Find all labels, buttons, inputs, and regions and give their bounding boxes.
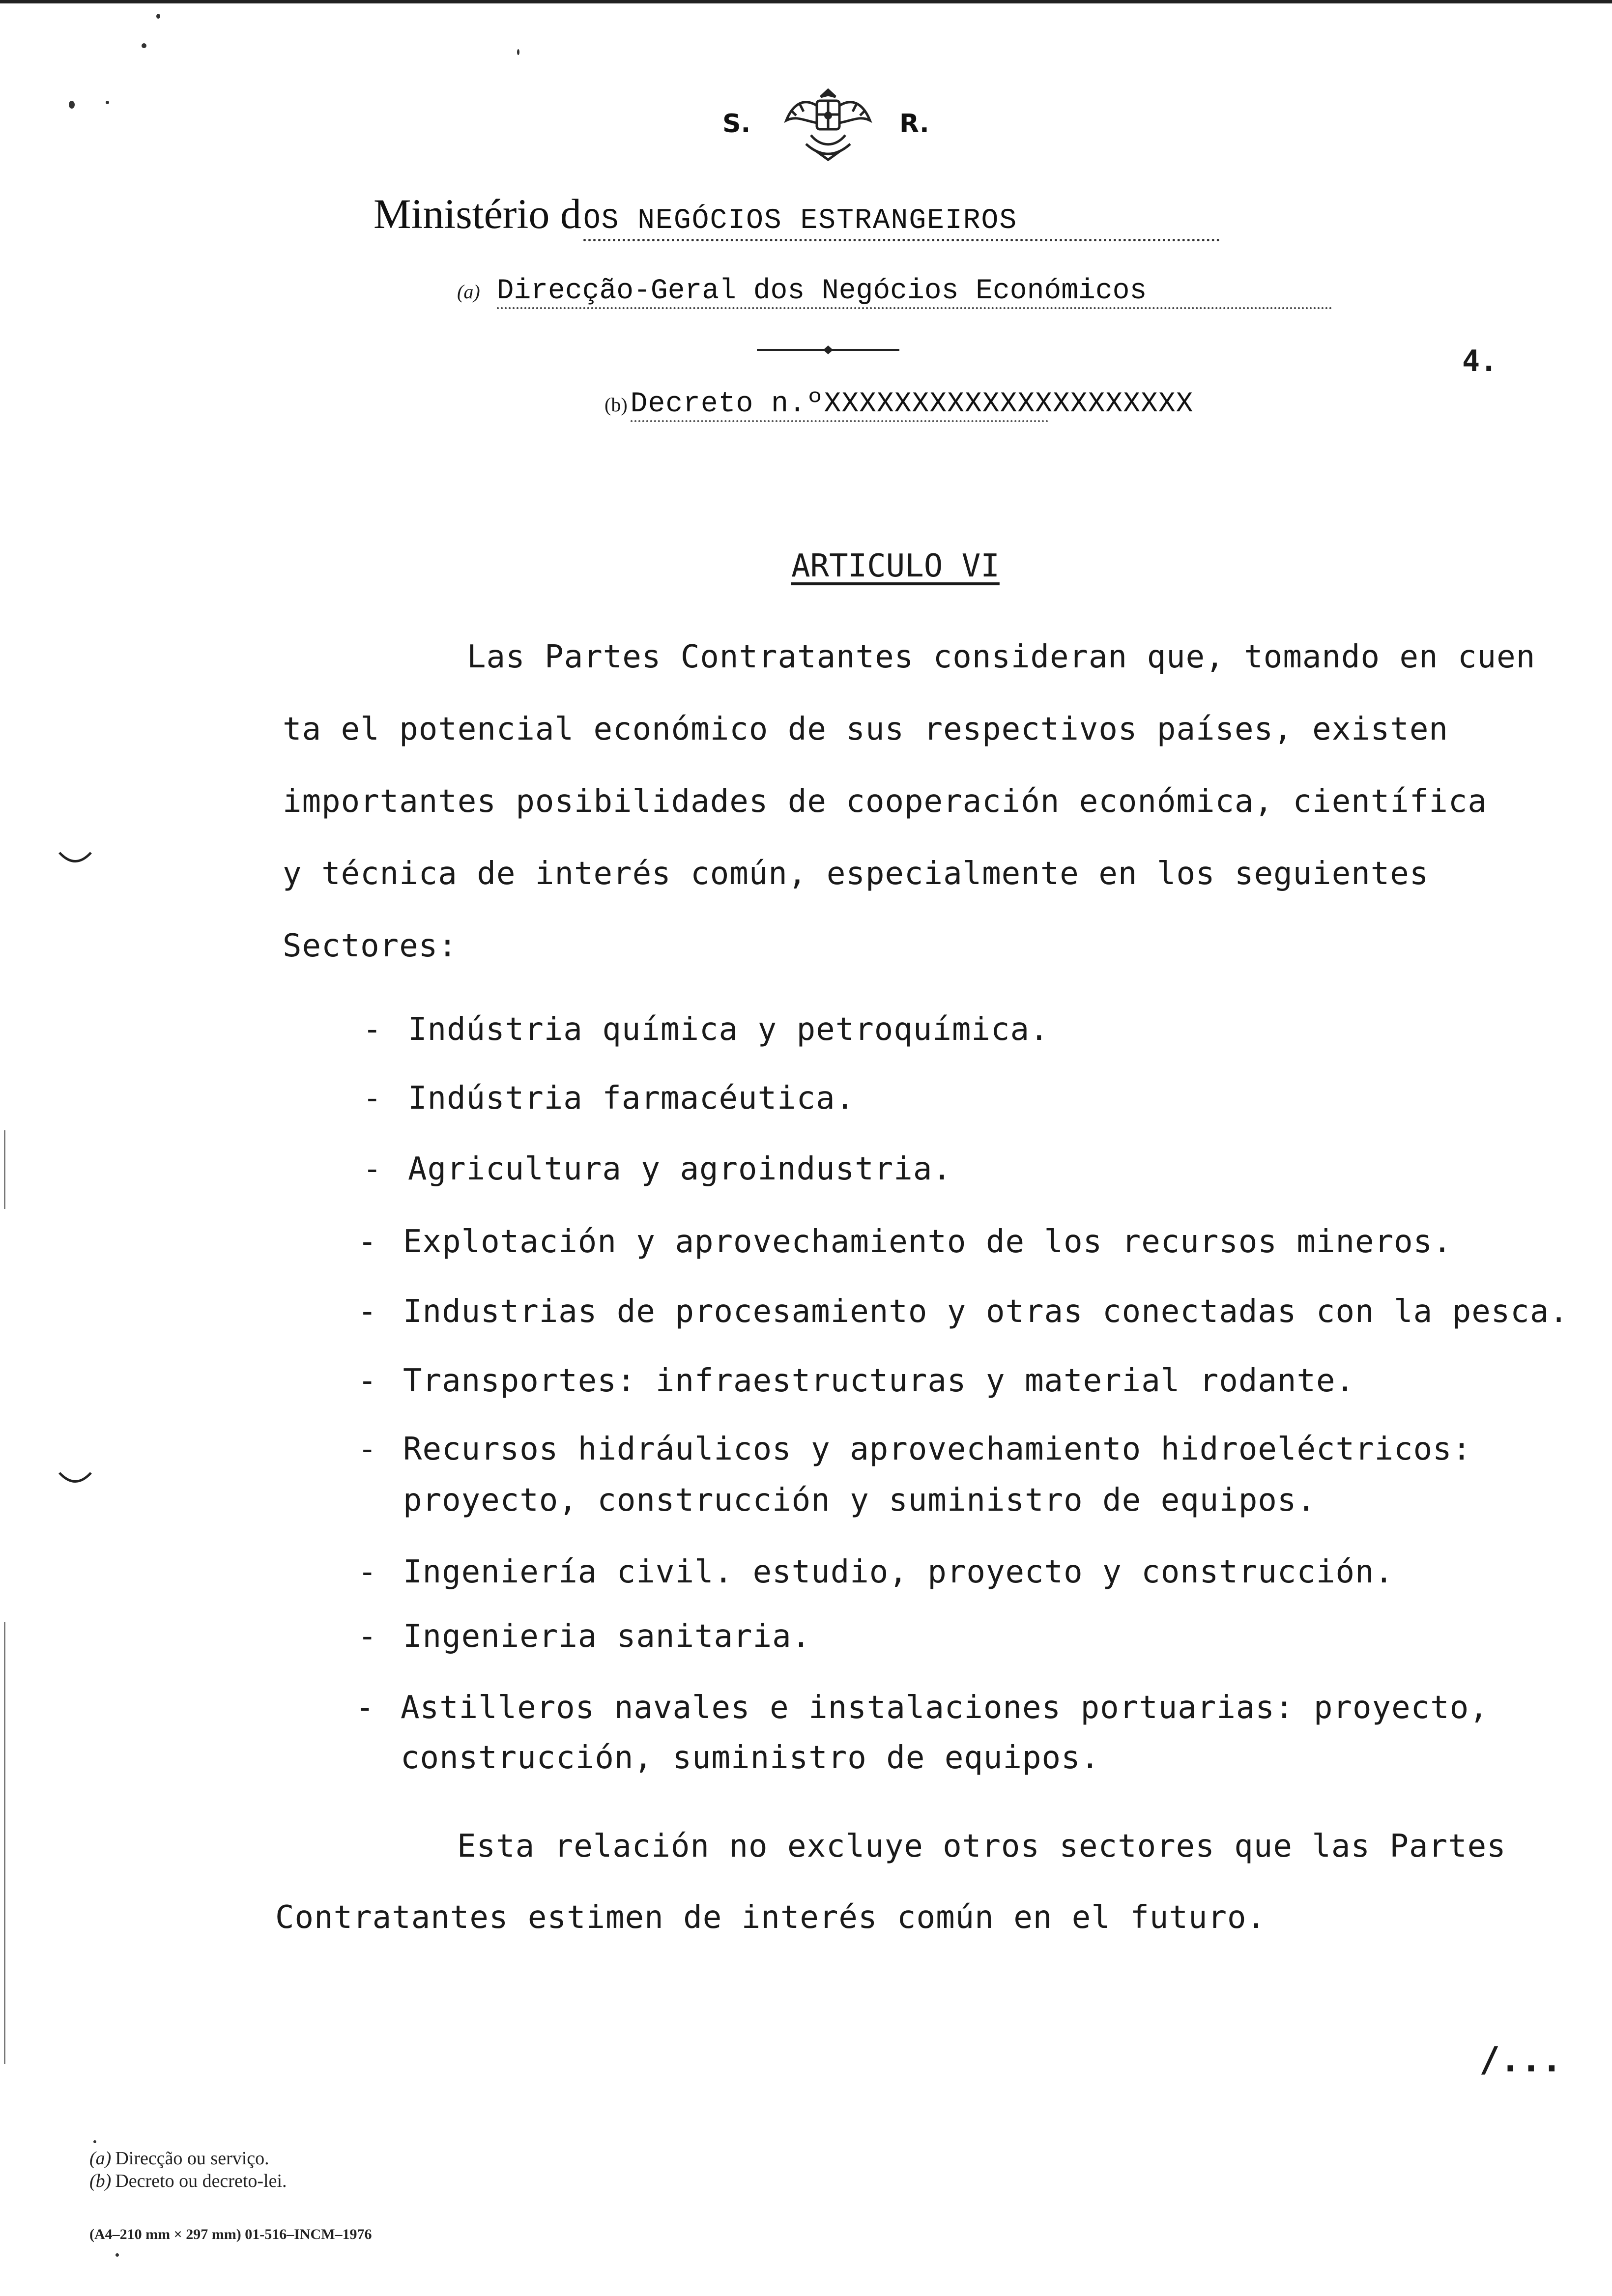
scan-speck	[106, 101, 109, 104]
decree-prefix: (b)	[604, 394, 628, 416]
continuation-mark: /...	[1479, 2039, 1562, 2080]
sector-text: Transportes: infraestructuras y material rodante.	[403, 1363, 1355, 1399]
paragraph-line: y técnica de interés común, especialmente en los seguientes	[283, 856, 1429, 892]
closing-line: Esta relación no excluye otros sectores que las Partes	[457, 1828, 1506, 1865]
sector-list-item	[363, 1011, 1049, 1048]
list-dash: -	[363, 1080, 382, 1117]
sector-list-item	[358, 1618, 811, 1655]
footnote-key: (a)	[89, 2148, 112, 2169]
sector-list-item	[358, 1431, 1471, 1467]
scan-speck	[156, 14, 160, 19]
list-dash: -	[355, 1690, 375, 1726]
ministry-field: OS NEGÓCIOS ESTRANGEIROS	[583, 205, 1220, 241]
paragraph-line: importantes posibilidades de cooperación económica, científica	[283, 783, 1487, 820]
direction-field: Direcção-Geral dos Negócios Económicos	[497, 275, 1332, 309]
scan-edge-shadow	[4, 1130, 5, 1209]
letterhead-s: S.	[722, 109, 751, 139]
sector-list-item-continuation	[355, 1740, 1100, 1776]
scan-speck	[115, 2253, 119, 2257]
punch-hole-arc	[58, 1470, 92, 1489]
sector-list-item	[363, 1080, 855, 1117]
sector-text: Indústria química y petroquímica.	[408, 1011, 1049, 1048]
sector-list-item-continuation	[358, 1482, 1316, 1519]
decree-line	[604, 388, 1194, 422]
scan-speck	[93, 2140, 96, 2143]
list-dash: -	[358, 1224, 377, 1260]
sector-list-item	[363, 1151, 952, 1187]
scan-speck	[142, 43, 146, 48]
sector-text: construcción, suministro de equipos.	[401, 1740, 1100, 1776]
form-code: (A4–210 mm × 297 mm) 01-516–INCM–1976	[89, 2226, 372, 2242]
sector-text: Ingenieria sanitaria.	[403, 1618, 811, 1655]
sector-text: Recursos hidráulicos y aprovechamiento hidroeléctricos:	[403, 1431, 1472, 1467]
sector-list-item	[358, 1554, 1394, 1590]
direction-prefix: (a)	[457, 281, 480, 303]
list-dash: -	[358, 1363, 377, 1399]
direction-line	[457, 275, 1332, 309]
sector-text: Indústria farmacéutica.	[408, 1080, 855, 1117]
closing-line: Contratantes estimen de interés común en el futuro.	[275, 1899, 1267, 1936]
footnote-b	[89, 2170, 287, 2192]
decree-label: Decreto n.º	[630, 388, 824, 420]
page-number: 4.	[1462, 344, 1498, 378]
sector-text: Agricultura y agroindustria.	[408, 1151, 952, 1187]
paragraph-line: Sectores:	[283, 928, 458, 964]
article-heading: ARTICULO VI	[791, 548, 1000, 584]
sector-list-item	[355, 1690, 1489, 1726]
footnote-a	[89, 2148, 269, 2169]
list-dash: -	[358, 1554, 377, 1590]
scan-speck	[69, 101, 75, 109]
scan-speck	[517, 49, 519, 55]
list-dash: -	[358, 1431, 377, 1467]
list-dash: -	[358, 1293, 377, 1330]
sector-list-item	[358, 1293, 1569, 1330]
sector-text: Astilleros navales e instalaciones portuarias: proyecto,	[401, 1690, 1489, 1726]
list-dash: -	[358, 1618, 377, 1655]
ornament-divider	[757, 344, 899, 356]
decree-field	[630, 388, 1194, 422]
ministry-line	[374, 189, 1220, 238]
sector-list-item	[358, 1363, 1355, 1399]
list-dash: -	[363, 1151, 382, 1187]
paragraph-line: Las Partes Contratantes consideran que, tomando en cuen	[467, 639, 1536, 675]
ministry-label: Ministério d	[374, 190, 581, 237]
footnote-text: Direcção ou serviço.	[115, 2148, 269, 2169]
sector-text: Ingeniería civil. estudio, proyecto y construcción.	[403, 1554, 1394, 1590]
coat-of-arms-icon	[781, 86, 875, 162]
footnote-key: (b)	[89, 2171, 112, 2191]
footnote-text: Decreto ou decreto-lei.	[115, 2171, 287, 2191]
sector-text: proyecto, construcción y suministro de equipos.	[403, 1482, 1316, 1519]
sector-text: Industrias de procesamiento y otras conectadas con la pesca.	[403, 1293, 1569, 1330]
punch-hole-arc	[58, 850, 92, 869]
letterhead-r: R.	[899, 109, 929, 139]
paragraph-line: ta el potencial económico de sus respectivos países, existen	[283, 711, 1448, 747]
top-border-rule	[0, 0, 1612, 3]
list-dash: -	[363, 1011, 382, 1048]
decree-overstrike: XXXXXXXXXXXXXXXXXXXXX	[824, 388, 1194, 420]
sector-text: Explotación y aprovechamiento de los recursos mineros.	[403, 1224, 1452, 1260]
scan-edge-shadow	[4, 1622, 5, 2064]
sector-list-item	[358, 1224, 1452, 1260]
